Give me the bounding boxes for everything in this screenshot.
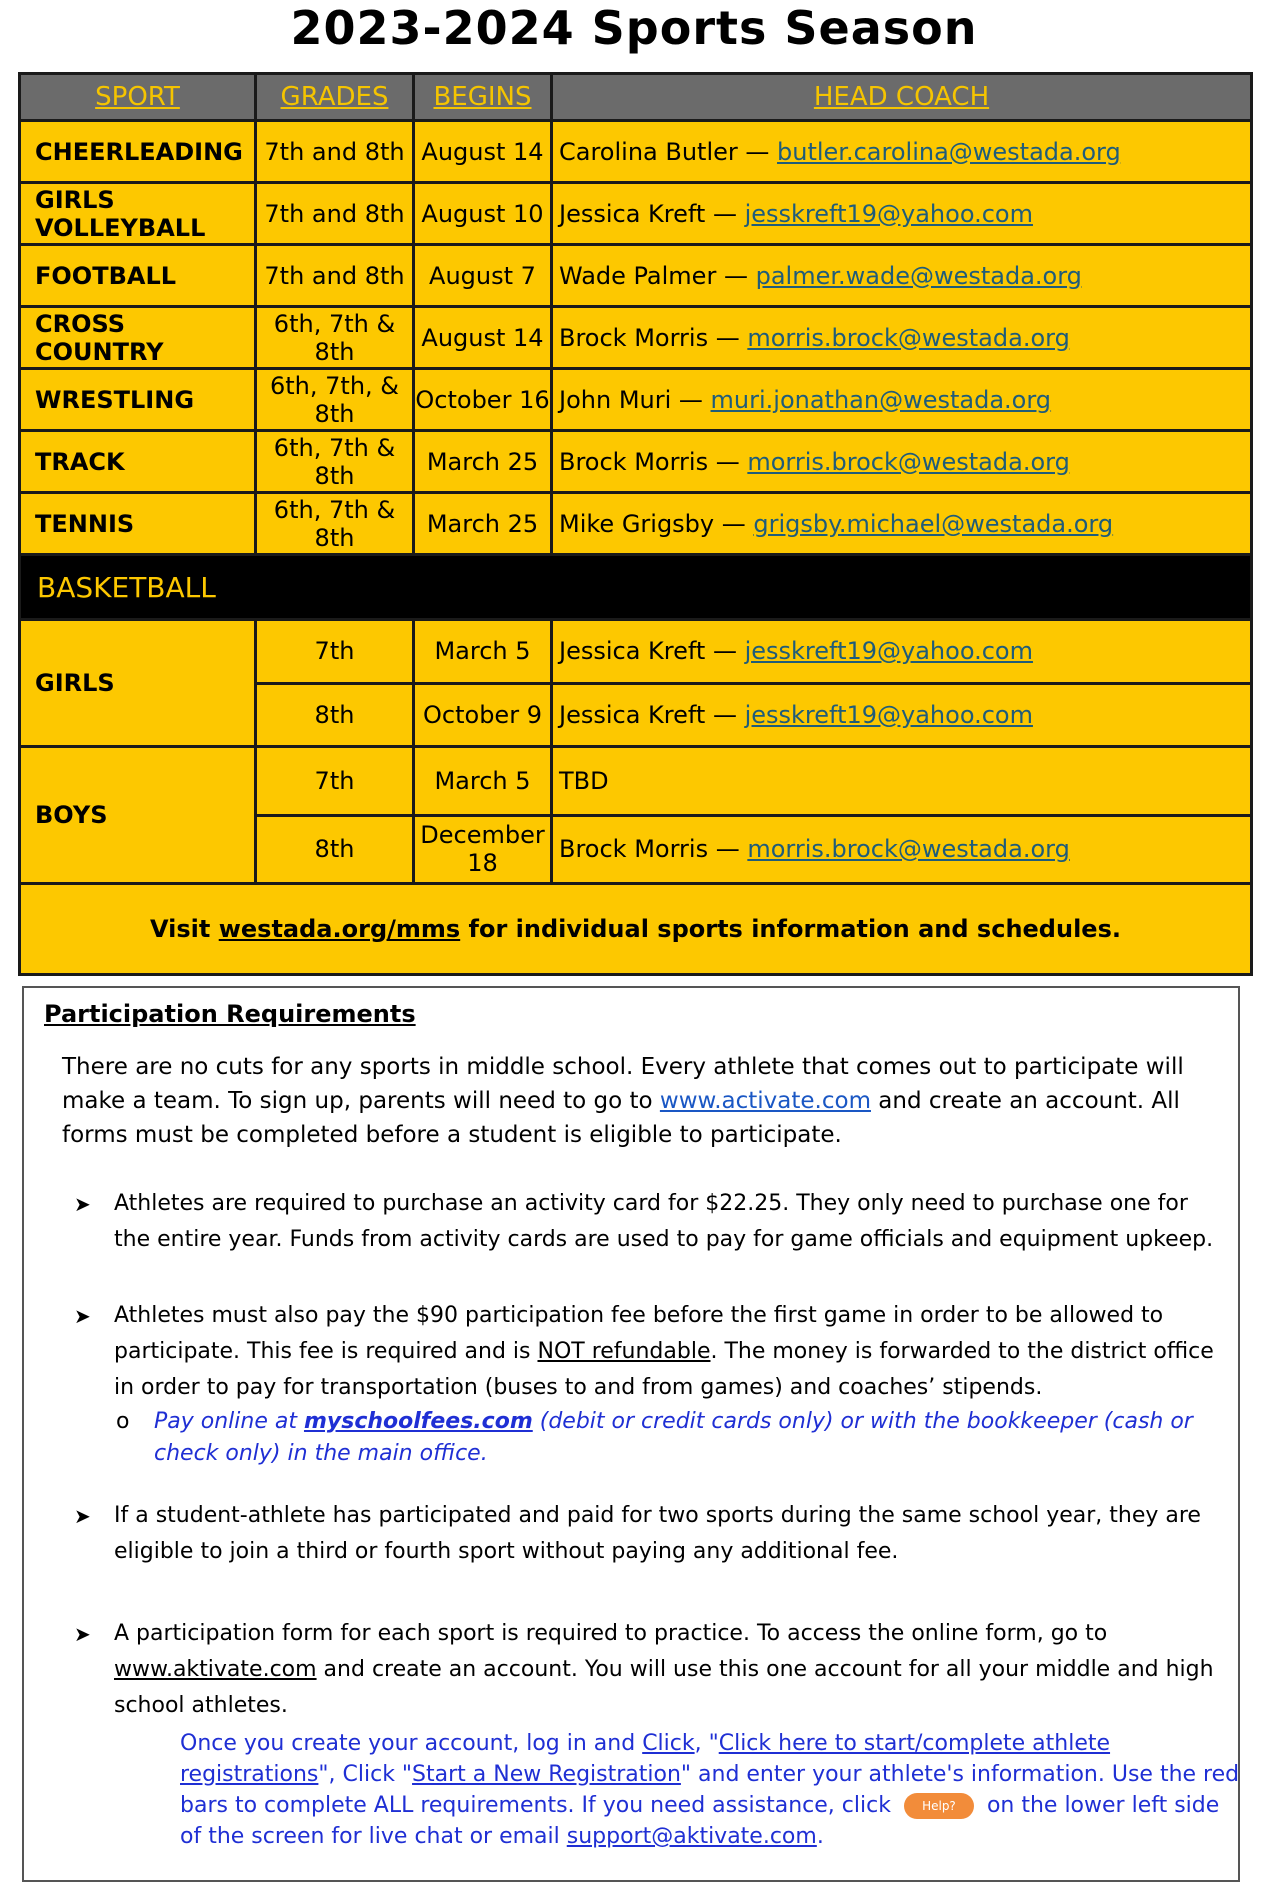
sport-name: GIRLS <box>20 620 256 747</box>
header-head-coach: HEAD COACH <box>552 74 1252 121</box>
coach-email-link[interactable]: grigsby.michael@westada.org <box>753 509 1114 538</box>
sport-name: FOOTBALL <box>20 245 256 307</box>
table-row <box>20 431 1252 493</box>
sport-name: WRESTLING <box>20 369 256 431</box>
grades-cell: 8th <box>256 815 414 884</box>
help-button[interactable]: Help? <box>904 1793 974 1819</box>
grades-cell: 6th, 7th & 8th <box>256 431 414 493</box>
requirements-intro: There are no cuts for any sports in middle school. Every athlete that comes out to participate will make a team. To sign up, parents will need to go to www.activate.com and create an account. All forms must be completed before a student is eligible to participate. <box>62 1054 1184 1148</box>
begins-cell: October 16 <box>414 369 552 431</box>
begins-cell: March 5 <box>414 747 552 816</box>
bullet-activity-card: ➤ Athletes are required to purchase an activity card for $22.25. They only need to purchase one for the entire year. Funds from activity cards are used to pay for game officials and equipment upkeep. <box>74 1186 1214 1258</box>
basketball-header: BASKETBALL <box>20 555 1252 620</box>
grades-cell: 7th <box>256 747 414 816</box>
coach-email-link[interactable]: palmer.wade@westada.org <box>755 261 1082 290</box>
sport-name: TRACK <box>20 431 256 493</box>
grades-cell: 7th and 8th <box>256 245 414 307</box>
coach-email-link[interactable]: morris.brock@westada.org <box>747 447 1070 476</box>
coach-cell: Jessica Kreft — jesskreft19@yahoo.com <box>552 620 1252 684</box>
arrow-bullet-icon: ➤ <box>74 1622 91 1646</box>
aktivate-link[interactable]: www.aktivate.com <box>114 1657 317 1682</box>
bullet-participation-fee: ➤ Athletes must also pay the $90 participation fee before the first game in order to be allowed to participate. This fee is required and is NOT refundable. The money is forwarded to the district office in order to pay for transportation (buses to and from games) and coaches’ stipends. o Pay online at myschoolfees.com (debit or credit cards only) or with the bookkeeper (cash or check only) in the main office. <box>74 1298 1214 1470</box>
arrow-bullet-icon: ➤ <box>74 1504 91 1528</box>
coach-cell: John Muri — muri.jonathan@westada.org <box>552 369 1252 431</box>
begins-cell: August 14 <box>414 121 552 183</box>
bullet-participation-form: ➤ A participation form for each sport is required to practice. To access the online form, go to www.aktivate.com and create an account. You will use this one account for all your middle and high school athletes. <box>74 1616 1214 1724</box>
coach-cell: Brock Morris — morris.brock@westada.org <box>552 307 1252 369</box>
table-row <box>20 183 1252 245</box>
coach-cell: Brock Morris — morris.brock@westada.org <box>552 431 1252 493</box>
table-row <box>20 747 1252 816</box>
sport-name: TENNIS <box>20 493 256 555</box>
grades-cell: 8th <box>256 683 414 747</box>
requirements-heading: Participation Requirements <box>44 1000 416 1028</box>
sport-name: GIRLS VOLLEYBALL <box>20 183 256 245</box>
arrow-bullet-icon: ➤ <box>74 1192 91 1216</box>
grades-cell: 6th, 7th, & 8th <box>256 369 414 431</box>
coach-cell: Wade Palmer — palmer.wade@westada.org <box>552 245 1252 307</box>
coach-cell: Mike Grigsby — grigsby.michael@westada.org <box>552 493 1252 555</box>
grades-cell: 7th and 8th <box>256 183 414 245</box>
grades-cell: 7th and 8th <box>256 121 414 183</box>
grades-cell: 6th, 7th & 8th <box>256 493 414 555</box>
begins-cell: August 7 <box>414 245 552 307</box>
sports-schedule-table <box>18 72 1253 976</box>
coach-cell: Jessica Kreft — jesskreft19@yahoo.com <box>552 683 1252 747</box>
activate-link[interactable]: www.activate.com <box>659 1088 871 1114</box>
sport-name: CHEERLEADING <box>20 121 256 183</box>
participation-requirements-box <box>22 986 1240 1882</box>
arrow-bullet-icon: ➤ <box>74 1304 91 1328</box>
coach-email-link[interactable]: jesskreft19@yahoo.com <box>744 700 1033 729</box>
begins-cell: March 5 <box>414 620 552 684</box>
coach-email-link[interactable]: jesskreft19@yahoo.com <box>744 199 1033 228</box>
new-registration-link[interactable]: Start a New Registration <box>412 1762 681 1787</box>
registration-note: Once you create your account, log in and Click, "Click here to start/complete athlete registrations", Click "Start a New Registration" and enter your athlete's information. Use the red bars to complete ALL requirements. If you need assistance, click Help? on the lower left side of the screen for live chat or email support@aktivate.com. <box>180 1731 1240 1849</box>
support-email-link[interactable]: support@aktivate.com <box>566 1824 817 1849</box>
coach-cell: TBD <box>552 747 1252 816</box>
coach-email-link[interactable]: morris.brock@westada.org <box>747 323 1070 352</box>
coach-email-link[interactable]: butler.carolina@westada.org <box>777 137 1121 166</box>
header-grades: GRADES <box>256 74 414 121</box>
grades-cell: 6th, 7th & 8th <box>256 307 414 369</box>
click-link[interactable]: Click <box>642 1731 695 1756</box>
visit-info: Visit westada.org/mms for individual sports information and schedules. <box>20 884 1252 975</box>
table-row <box>20 493 1252 555</box>
table-row <box>20 369 1252 431</box>
sport-name: CROSS COUNTRY <box>20 307 256 369</box>
grades-cell: 7th <box>256 620 414 684</box>
coach-cell: Carolina Butler — butler.carolina@westada.org <box>552 121 1252 183</box>
payment-sub-bullet: o Pay online at myschoolfees.com (debit or credit cards only) or with the bookkeeper (cash or check only) in the main office. <box>116 1409 1193 1466</box>
table-row <box>20 121 1252 183</box>
bullet-multi-sport: ➤ If a student-athlete has participated and paid for two sports during the same school year, they are eligible to join a third or fourth sport without paying any additional fee. <box>74 1498 1214 1570</box>
sport-name: BOYS <box>20 747 256 884</box>
begins-cell: October 9 <box>414 683 552 747</box>
begins-cell: December 18 <box>414 815 552 884</box>
coach-email-link[interactable]: jesskreft19@yahoo.com <box>744 637 1033 666</box>
table-row <box>20 245 1252 307</box>
begins-cell: August 14 <box>414 307 552 369</box>
begins-cell: March 25 <box>414 431 552 493</box>
start-registrations-link[interactable]: Click here to start/complete athlete registrations <box>180 1731 1111 1787</box>
page-title: 2023-2024 Sports Season <box>290 1 978 55</box>
coach-cell: Brock Morris — morris.brock@westada.org <box>552 815 1252 884</box>
westada-mms-link[interactable]: westada.org/mms <box>218 915 461 943</box>
myschoolfees-link[interactable]: myschoolfees.com <box>303 1409 533 1434</box>
header-sport: SPORT <box>20 74 256 121</box>
coach-email-link[interactable]: muri.jonathan@westada.org <box>710 385 1052 414</box>
coach-email-link[interactable]: morris.brock@westada.org <box>747 835 1070 864</box>
header-begins: BEGINS <box>414 74 552 121</box>
coach-cell: Jessica Kreft — jesskreft19@yahoo.com <box>552 183 1252 245</box>
begins-cell: March 25 <box>414 493 552 555</box>
begins-cell: August 10 <box>414 183 552 245</box>
table-row <box>20 307 1252 369</box>
table-row <box>20 620 1252 684</box>
